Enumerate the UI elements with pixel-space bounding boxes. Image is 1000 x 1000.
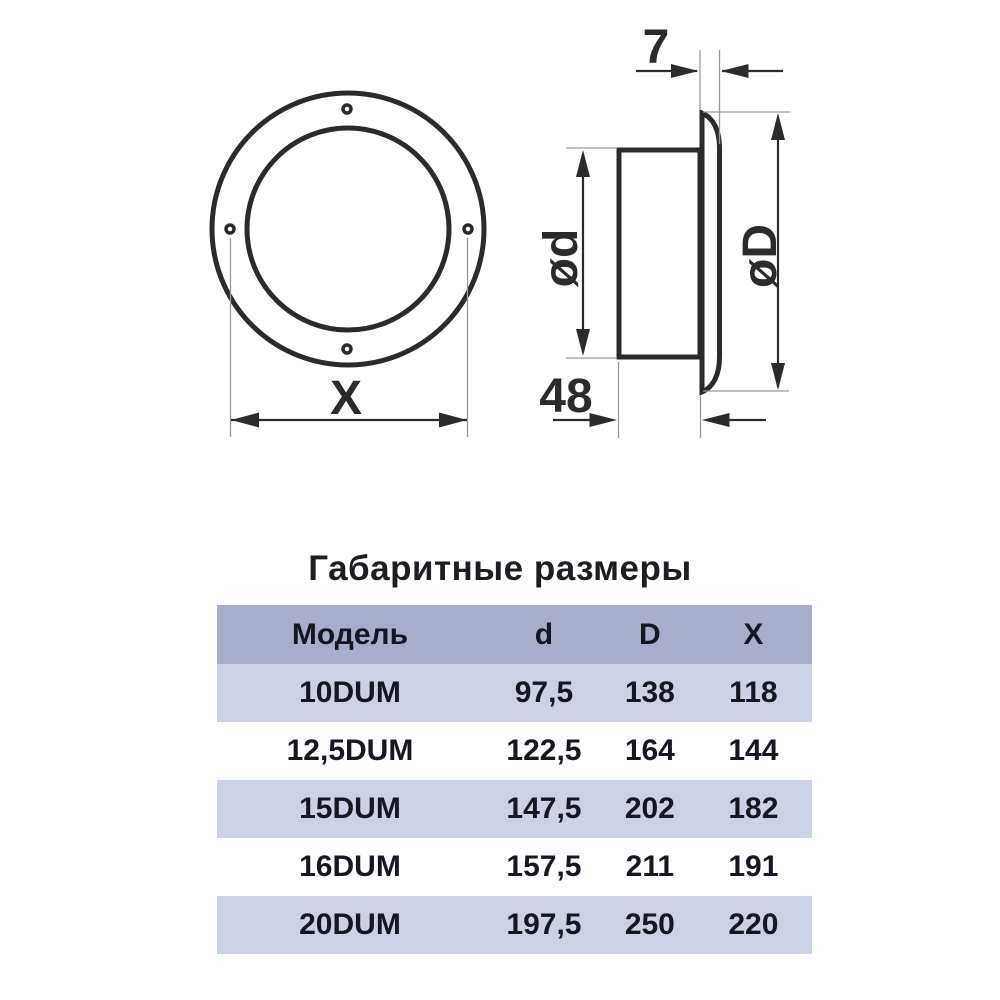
arrowhead-right — [671, 64, 699, 78]
column-header-d: d — [534, 617, 554, 651]
dimension-inner-diameter — [535, 148, 616, 358]
cell-model: 16DUM — [299, 850, 401, 883]
dimension-od-small-label: ød — [535, 228, 588, 288]
arrowhead-right — [590, 413, 618, 427]
arrowhead-right — [439, 413, 467, 428]
mounting-hole-right — [464, 225, 472, 233]
cell-D: 164 — [624, 734, 675, 767]
dimensions-table — [217, 605, 812, 954]
cell-d: 122,5 — [506, 734, 582, 767]
cell-d: 197,5 — [506, 908, 582, 941]
cell-D: 138 — [624, 676, 675, 709]
cell-X: 182 — [728, 792, 779, 825]
cell-model: 15DUM — [299, 792, 401, 825]
cell-d: 97,5 — [514, 676, 574, 709]
table-row — [217, 896, 812, 954]
table-row — [217, 780, 812, 838]
column-header-X: X — [743, 617, 764, 651]
cell-d: 157,5 — [506, 850, 582, 883]
mounting-hole-left — [226, 225, 234, 233]
arrowhead-left — [231, 413, 259, 428]
flange-outer-circle — [212, 93, 484, 365]
cell-X: 144 — [728, 734, 779, 767]
table-row — [217, 664, 812, 722]
cell-D: 202 — [624, 792, 675, 825]
dimension-x-label: X — [329, 372, 363, 425]
table-header-row — [217, 605, 812, 664]
dimension-7-label: 7 — [642, 21, 670, 74]
cell-model: 20DUM — [299, 908, 401, 941]
cell-D: 250 — [624, 908, 675, 941]
arrowhead-up — [576, 150, 590, 177]
dimension-od-big-label: øD — [734, 224, 787, 288]
cell-model: 12,5DUM — [286, 734, 414, 767]
cell-d: 147,5 — [506, 792, 582, 825]
mounting-hole-bottom — [343, 345, 351, 353]
side-view — [535, 21, 790, 438]
front-view — [212, 93, 484, 437]
mounting-hole-top — [343, 105, 351, 113]
arrowhead-left — [721, 64, 749, 78]
dimension-depth — [539, 362, 766, 438]
cell-X: 191 — [728, 850, 779, 883]
arrowhead-left — [702, 413, 730, 427]
column-header-model: Модель — [291, 617, 409, 651]
arrowhead-up — [771, 113, 785, 140]
dimension-48-label: 48 — [539, 370, 593, 423]
table-row — [217, 838, 812, 896]
cell-D: 211 — [625, 850, 675, 883]
arrowhead-down — [576, 329, 590, 356]
duct-inner-circle — [247, 128, 449, 330]
cell-X: 220 — [728, 908, 779, 941]
cell-X: 118 — [729, 676, 778, 709]
table-row — [217, 722, 812, 780]
arrowhead-down — [771, 363, 785, 390]
cell-model: 10DUM — [299, 676, 401, 709]
column-header-D: D — [639, 617, 661, 651]
page-title: Габаритные размеры — [308, 549, 692, 588]
duct-spigot-body — [619, 150, 700, 357]
technical-drawing — [0, 0, 1000, 470]
flange-profile — [702, 113, 720, 392]
